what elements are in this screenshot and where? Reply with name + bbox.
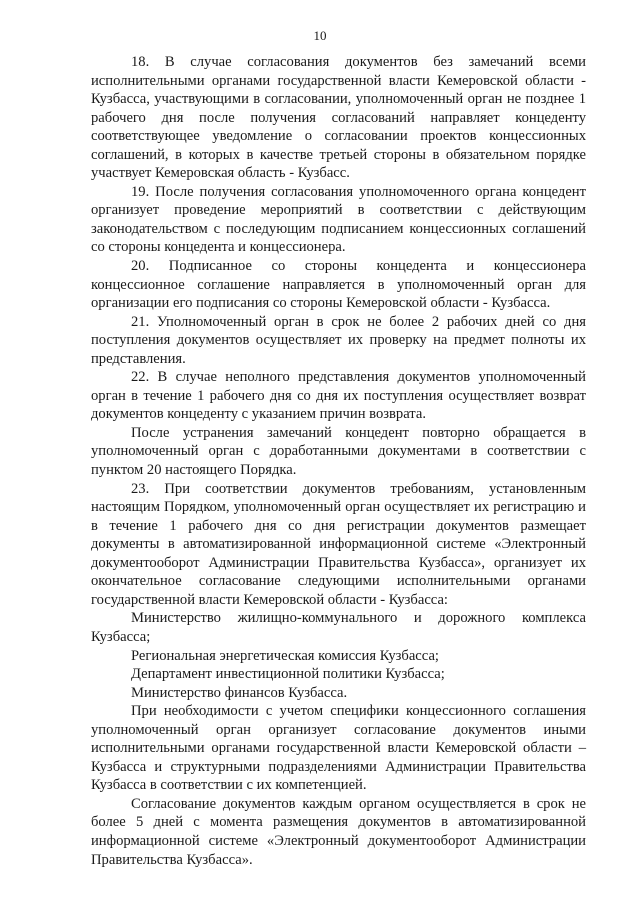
paragraph-22: 22. В случае неполного представления документов уполномоченный орган в течение 1 рабочего дня со дня их поступления осуществляет возврат документов концеденту с указанием причин возврата.: [91, 369, 586, 423]
document-body: [91, 53, 586, 869]
paragraph-21: 21. Уполномоченный орган в срок не более 2 рабочих дней со дня поступления документов осуществляет их проверку на предмет полноты их представления.: [91, 313, 586, 367]
list-item-ministry-housing: Министерство жилищно-коммунального и дорожного комплекса Кузбасса;: [91, 610, 586, 645]
paragraph-additional-approval: При необходимости с учетом специфики концессионного соглашения уполномоченный орган организует согласование документов иными исполнительными органами государственной власти Кемеровской области – Кузбасса и структурными подразделениями Администрации Правительства Кузбасса в соответствии с их компетенцией.: [91, 703, 586, 794]
page-number: 10: [313, 28, 327, 43]
paragraph-22-continuation: После устранения замечаний концедент повторно обращается в уполномоченный орган с доработанными документами в соответствии с пунктом 20 настоящего Порядка.: [91, 424, 586, 479]
paragraph-approval-term: Согласование документов каждым органом осуществляется в срок не более 5 дней с момента размещения документов в автоматизированной информационной системе «Электронный документооборот Администрации Правительства Кузбасса».: [91, 795, 586, 868]
paragraph-18: 18. В случае согласования документов без замечаний всеми исполнительными органами государственной власти Кемеровской области - Кузбасса, участвующими в согласовании, уполномоченный орган не позднее 1 рабочего дня после получения согласований направляет концеденту соответствующее уведомление о согласовании проектов концессионных соглашений, в которых в качестве третьей стороны в обязательном порядке участвует Кемеровская область - Кузбасс.: [91, 54, 586, 182]
paragraph-23: 23. При соответствии документов требованиям, установленным настоящим Порядком, уполномоченный орган осуществляет их регистрацию и в течение 1 рабочего дня со дня регистрации документов размещает документы в автоматизированной информационной системе «Электронный документооборот Администрации Правительства Кузбасса», организует их окончательное согласование следующими исполнительными органами государственной власти Кемеровской области - Кузбасса:: [91, 480, 586, 608]
paragraph-19: 19. После получения согласования уполномоченного органа концедент организует проведение мероприятий в соответствии с действующим законодательством с последующим подписанием концессионных соглашений со стороны концедента и концессионера.: [91, 183, 586, 256]
paragraph-20: 20. Подписанное со стороны концедента и концессионера концессионное соглашение направляется в уполномоченный орган для организации его подписания со стороны Кемеровской области - Кузбасса.: [91, 258, 586, 312]
list-item-energy-commission: Региональная энергетическая комиссия Кузбасса;: [131, 647, 439, 664]
list-item-investment-department: Департамент инвестиционной политики Кузбасса;: [131, 666, 445, 683]
list-item-ministry-finance: Министерство финансов Кузбасса.: [131, 684, 348, 701]
